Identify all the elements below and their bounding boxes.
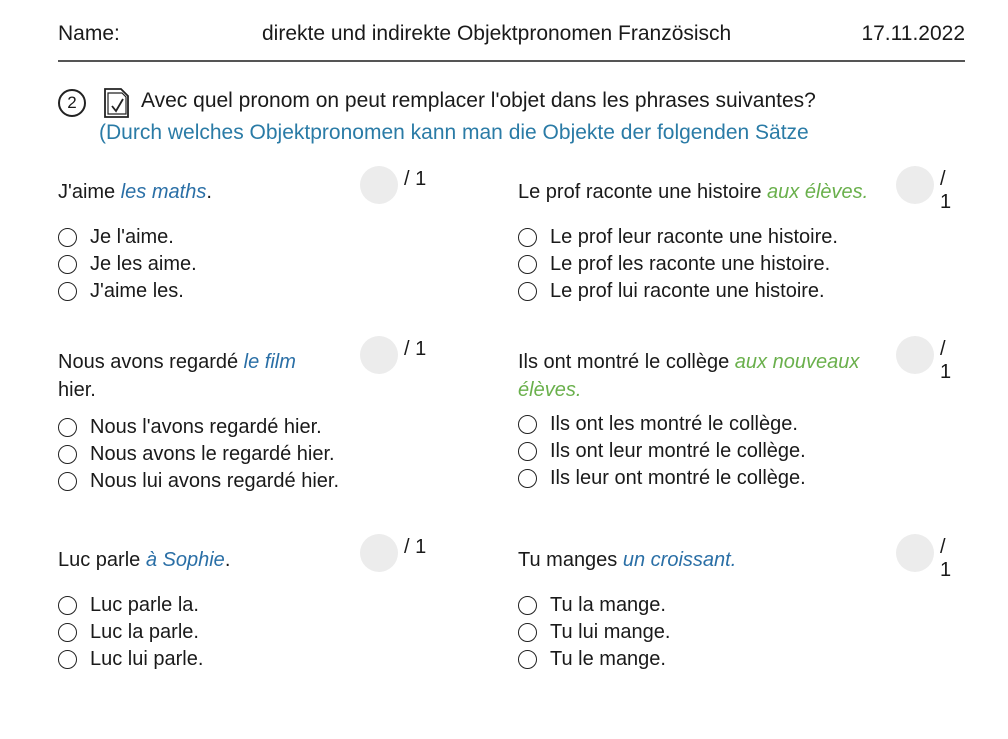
score-max: / 1 [404,338,427,360]
option[interactable]: Ils ont leur montré le collège. [518,438,806,465]
radio-button[interactable] [58,418,77,437]
option[interactable]: Je les aime. [58,251,197,278]
radio-button[interactable] [518,442,537,461]
radio-button[interactable] [518,469,537,488]
option[interactable]: Le prof leur raconte une histoire. [518,224,838,251]
score-field[interactable] [360,166,398,204]
task-question: Avec quel pronom on peut remplacer l'objet dans les phrases suivantes? [141,89,816,112]
option[interactable]: Nous l'avons regardé hier. [58,414,339,441]
radio-button[interactable] [58,623,77,642]
radio-button[interactable] [58,472,77,491]
radio-button[interactable] [518,623,537,642]
score-max: / 1 [404,168,427,190]
option[interactable]: Tu lui mange. [518,619,670,646]
score-max: / 1 [940,536,952,581]
score-max: / 1 [940,338,952,383]
option[interactable]: Le prof les raconte une histoire. [518,251,838,278]
checklist-icon [102,86,132,125]
radio-button[interactable] [518,415,537,434]
score-max: / 1 [404,536,427,558]
task-number: 2 [58,89,86,117]
option[interactable]: J'aime les. [58,278,197,305]
radio-button[interactable] [518,596,537,615]
option[interactable]: Tu la mange. [518,592,670,619]
header-divider [58,60,965,62]
option[interactable]: Ils leur ont montré le collège. [518,465,806,492]
score-field[interactable] [360,336,398,374]
score-field[interactable] [896,336,934,374]
radio-button[interactable] [518,282,537,301]
radio-button[interactable] [518,228,537,247]
score-max: / 1 [940,168,952,213]
option[interactable]: Nous lui avons regardé hier. [58,468,339,495]
score-field[interactable] [360,534,398,572]
option[interactable]: Ils ont les montré le collège. [518,411,806,438]
task-heading [58,86,958,146]
radio-button[interactable] [58,445,77,464]
radio-button[interactable] [518,650,537,669]
question-prompt: Tu manges un croissant. [518,549,737,571]
worksheet-title: direkte und indirekte Objektpronomen Französisch [262,22,732,45]
score-field[interactable] [896,534,934,572]
radio-button[interactable] [518,255,537,274]
radio-button[interactable] [58,596,77,615]
option[interactable]: Tu le mange. [518,646,670,673]
question-prompt: Luc parle à Sophie. [58,549,231,571]
radio-button[interactable] [58,255,77,274]
worksheet-header [58,22,965,62]
option[interactable]: Je l'aime. [58,224,197,251]
question-prompt: Nous avons regardé le film hier. [58,351,296,401]
question-prompt: Le prof raconte une histoire aux élèves. [518,181,869,203]
option[interactable]: Luc la parle. [58,619,203,646]
radio-button[interactable] [58,650,77,669]
question-prompt: Ils ont montré le collège aux nouveaux élèves. [518,351,860,401]
name-label: Name: [58,22,120,45]
radio-button[interactable] [58,282,77,301]
worksheet-date: 17.11.2022 [861,22,965,45]
radio-button[interactable] [58,228,77,247]
score-field[interactable] [896,166,934,204]
option[interactable]: Luc lui parle. [58,646,203,673]
option[interactable]: Le prof lui raconte une histoire. [518,278,838,305]
task-translation: (Durch welches Objektpronomen kann man die Objekte der folgenden Sätze [99,121,809,144]
question-prompt: J'aime les maths. [58,181,212,203]
option[interactable]: Nous avons le regardé hier. [58,441,339,468]
option[interactable]: Luc parle la. [58,592,203,619]
